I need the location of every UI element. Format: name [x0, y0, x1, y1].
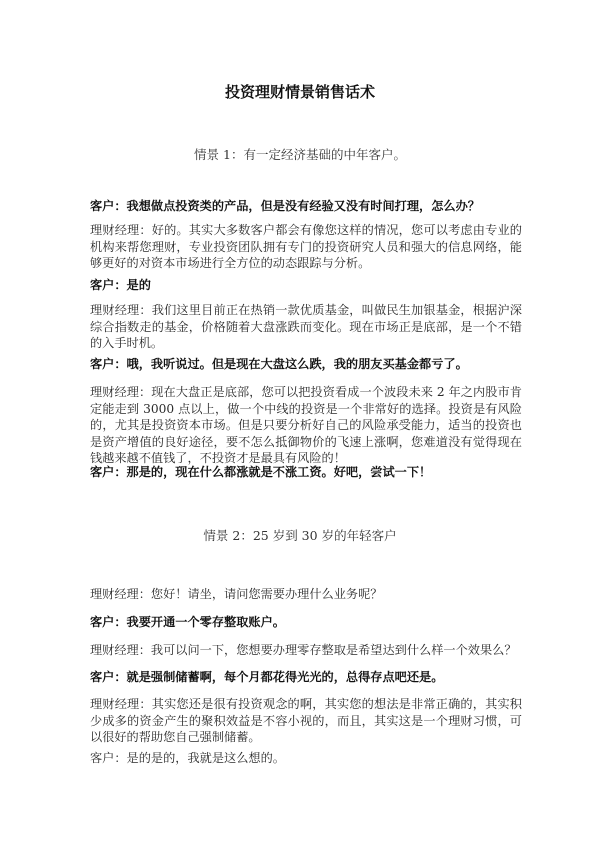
scene-1-line-6: 理财经理：现在大盘正是底部，您可以把投资看成一个波段未来 2 年之内股市肯定能走到 3000 点以上，做一个中线的投资是一个非常好的选择。投资是有风险的，尤其是投资资本市场。但是只要分析好自己的风险承受能力，适当的投资也是资产增值的良好途径，要不怎么抵御物价的飞速上涨啊，您难道没有觉得现在钱越来越不值钱了，不投资才是最具有风险的！ [90, 385, 522, 465]
scene-1-heading: 情景 1：有一定经济基础的中年客户。 [194, 147, 406, 162]
scene-2-line-4: 客户：就是强制储蓄啊，每个月都花得光光的，总得存点吧还是。 [90, 670, 444, 684]
scene-1-line-4: 理财经理：我们这里目前正在热销一款优质基金，叫做民生加银基金，根据沪深综合指数走的基金，价格随着大盘涨跌而变化。现在市场正是底部，是一个不错的入手时机。 [90, 303, 522, 350]
scene-2-heading: 情景 2：25 岁到 30 岁的年轻客户 [203, 528, 397, 543]
scene-2-line-3: 理财经理：我可以问一下，您想要办理零存整取是希望达到什么样一个效果么？ [90, 643, 517, 657]
scene-2-line-5: 理财经理：其实您还是很有投资观念的啊，其实您的想法是非常正确的，其实积少成多的资金产生的聚积效益是不容小视的，而且，其实这是一个理财习惯，可以很好的帮助您自己强制储蓄。 [90, 697, 522, 744]
document-title: 投资理财情景销售话术 [224, 83, 375, 101]
scene-2-line-2: 客户：我要开通一个零存整取账户。 [90, 615, 285, 629]
scene-1-line-7: 客户：那是的，现在什么都涨就是不涨工资。好吧，尝试一下！ [90, 465, 432, 479]
scene-2-line-6: 客户：是的是的，我就是这么想的。 [90, 751, 285, 765]
scene-1-line-1: 客户：我想做点投资类的产品，但是没有经验又没有时间打理，怎么办？ [90, 199, 480, 213]
scene-1-line-2: 理财经理：好的。其实大多数客户都会有像您这样的情况，您可以考虑由专业的机构来帮您理财，专业投资团队拥有专门的投资研究人员和强大的信息网络，能够更好的对资本市场进行全方位的动态跟踪与分析。 [90, 223, 522, 270]
scene-1-line-3: 客户：是的 [90, 278, 151, 292]
scene-2-line-1: 理财经理：您好！请坐，请问您需要办理什么业务呢？ [90, 587, 383, 601]
scene-1-line-5: 客户：哦，我听说过。但是现在大盘这么跌，我的朋友买基金都亏了。 [90, 357, 468, 371]
